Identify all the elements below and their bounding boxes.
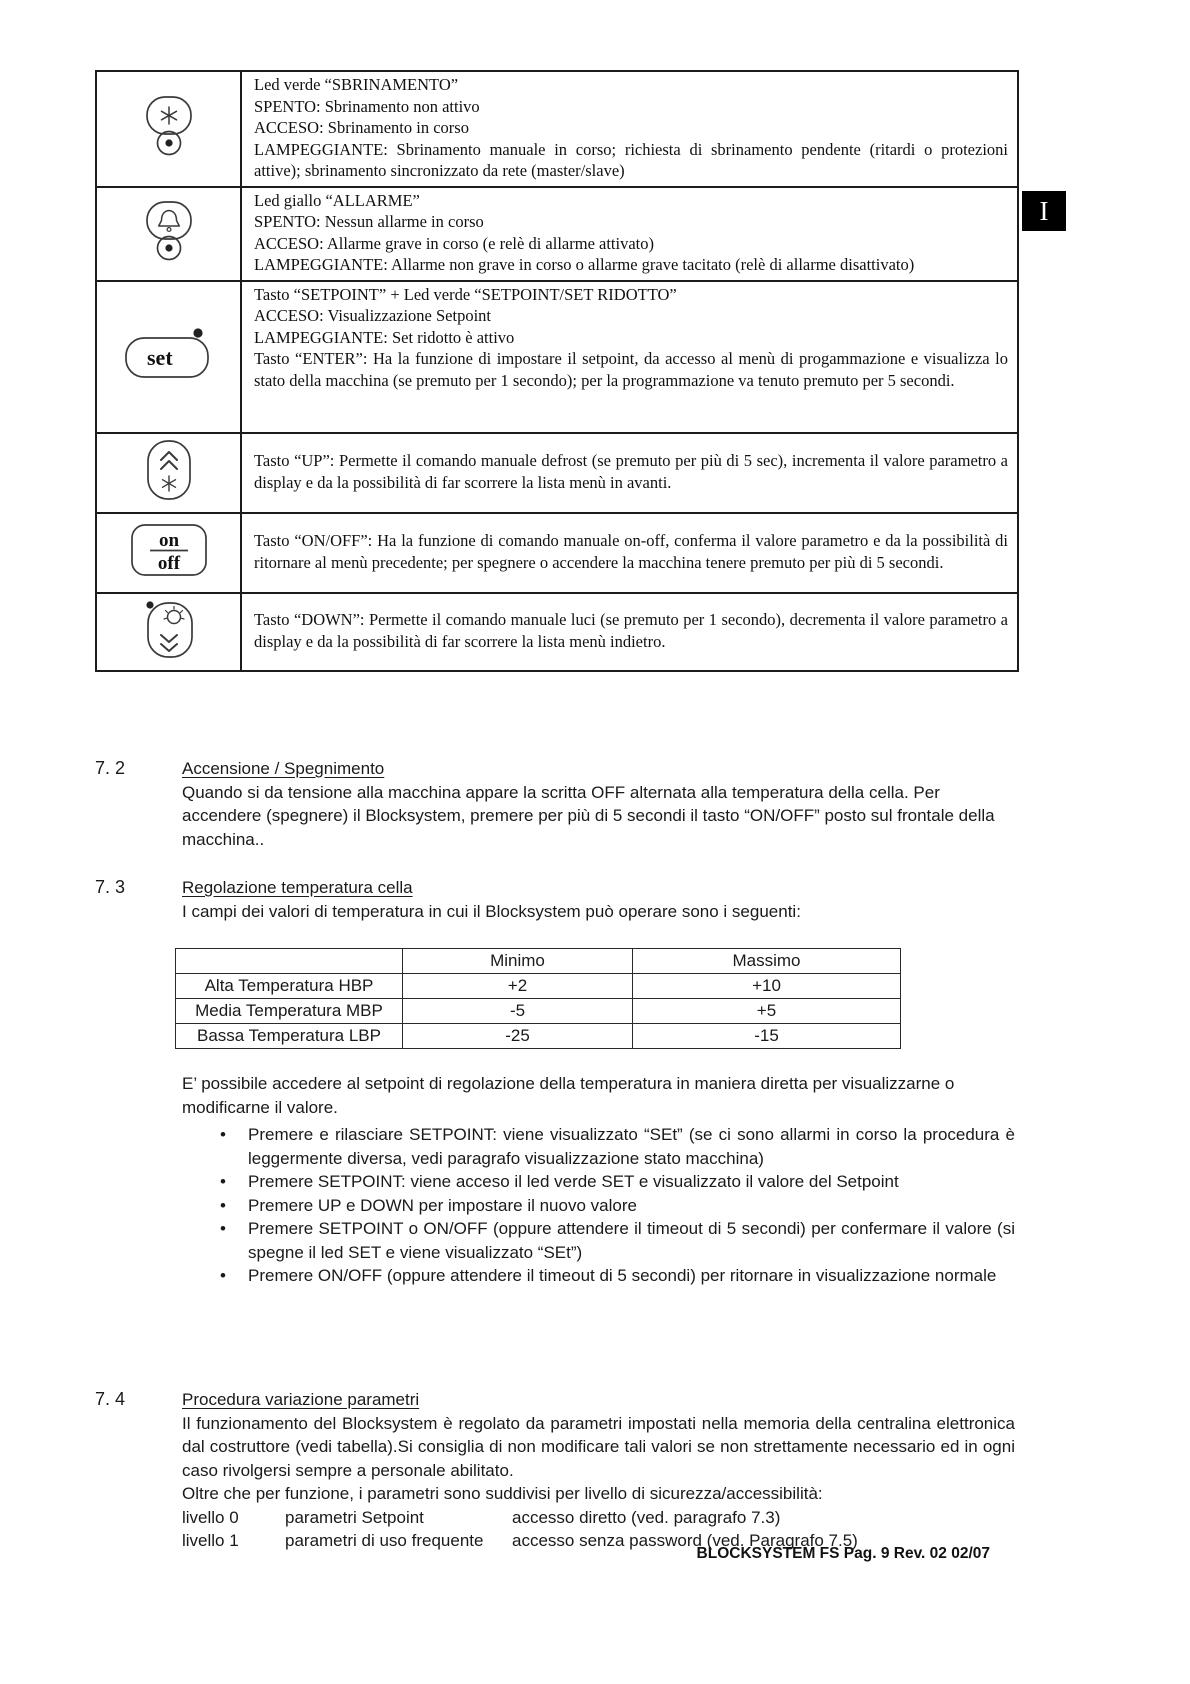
table-row bbox=[96, 71, 1018, 187]
desc-line: Tasto “ON/OFF”: Ha la funzione di comando manuale on-off, conferma il valore parametro e da la possibilità di ritornare al menù precedente; per spegnere o accendere la macchina tenere premuto per più di 5 secondi. bbox=[254, 531, 1008, 572]
table-row bbox=[96, 593, 1018, 671]
list-item-text: Premere e rilasciare SETPOINT: viene visualizzato “SEt” (se ci sono allarmi in corso la procedura è leggermente diversa, vedi paragrafo visualizzazione stato macchina) bbox=[248, 1125, 1015, 1168]
section-7-2 bbox=[95, 757, 1020, 851]
section-7-3 bbox=[95, 876, 1020, 923]
bullet-icon: • bbox=[220, 1266, 226, 1285]
temperature-range-table bbox=[175, 948, 901, 1049]
alarm-button-icon bbox=[140, 199, 198, 263]
table-header-row bbox=[176, 949, 901, 974]
alarm-led-description bbox=[241, 187, 1018, 281]
desc-line: Led verde “SBRINAMENTO” bbox=[254, 75, 459, 94]
setpoint-steps-list bbox=[182, 1123, 1015, 1288]
temp-header-max: Massimo bbox=[633, 949, 901, 974]
section-title: Regolazione temperatura cella bbox=[182, 878, 413, 897]
desc-line: SPENTO: Sbrinamento non attivo bbox=[254, 96, 480, 116]
set-icon-cell bbox=[96, 281, 241, 433]
onoff-icon-cell bbox=[96, 513, 241, 593]
temp-header-min: Minimo bbox=[403, 949, 633, 974]
list-item-text: Premere SETPOINT: viene acceso il led verde SET e visualizzato il valore del Setpoint bbox=[248, 1172, 899, 1191]
setpoint-key-description bbox=[241, 281, 1018, 433]
temp-header-empty bbox=[176, 949, 403, 974]
desc-line: SPENTO: Nessun allarme in corso bbox=[254, 212, 484, 231]
desc-line: ACCESO: Visualizzazione Setpoint bbox=[254, 306, 492, 325]
list-item bbox=[182, 1170, 1015, 1194]
section-intro: I campi dei valori di temperatura in cui il Blocksystem può operare sono i seguenti: bbox=[182, 901, 801, 921]
down-button-icon bbox=[137, 597, 201, 661]
section-number: 7. 2 bbox=[95, 758, 126, 778]
set-button-label: set bbox=[146, 344, 173, 370]
list-item bbox=[182, 1194, 1015, 1218]
up-button-icon bbox=[141, 438, 197, 502]
table-row bbox=[176, 1024, 901, 1049]
bullet-icon: • bbox=[220, 1195, 226, 1215]
list-item bbox=[182, 1123, 1015, 1170]
list-item bbox=[182, 1264, 1015, 1288]
onoff-key-description bbox=[241, 513, 1018, 593]
temp-max-value: +5 bbox=[633, 999, 901, 1024]
temp-min-value: +2 bbox=[403, 974, 633, 999]
desc-line: LAMPEGGIANTE: Allarme non grave in corso o allarme grave tacitato (relè di allarme disattivato) bbox=[254, 255, 915, 274]
temp-row-label: Media Temperatura MBP bbox=[176, 999, 403, 1024]
level-access: accesso diretto (ved. paragrafo 7.3) bbox=[512, 1507, 781, 1527]
section-body: Il funzionamento del Blocksystem è regolato da parametri impostati nella memoria della centralina elettronica dal costruttore (vedi tabella).Si consiglia di non modificare tali valori se non strettamente necessario ed in ogni caso rivolgersi sempre a personale abilitato. bbox=[182, 1413, 1015, 1480]
list-item-text: Premere UP e DOWN per impostare il nuovo valore bbox=[248, 1195, 637, 1215]
table-row bbox=[176, 999, 901, 1024]
section-number: 7. 3 bbox=[95, 877, 126, 897]
desc-line: ACCESO: Allarme grave in corso (e relè di allarme attivato) bbox=[254, 233, 654, 253]
desc-line: ACCESO: Sbrinamento in corso bbox=[254, 118, 469, 137]
onoff-button-icon bbox=[127, 521, 211, 579]
temp-row-label: Bassa Temperatura LBP bbox=[176, 1024, 403, 1049]
table-row bbox=[96, 513, 1018, 593]
setpoint-access-note: E’ possibile accedere al setpoint di regolazione della temperatura in maniera diretta per visualizzarne o modificarne il valore. bbox=[182, 1074, 955, 1117]
desc-line: LAMPEGGIANTE: Set ridotto è attivo bbox=[254, 327, 515, 347]
desc-line: LAMPEGGIANTE: Sbrinamento manuale in corso; richiesta di sbrinamento pendente (ritardi o protezioni attive); sbrinamento sincronizzato da rete (master/slave) bbox=[254, 139, 1008, 180]
desc-line: Tasto “ENTER”: Ha la funzione di impostare il setpoint, da accesso al menù di progammazione e visualizza lo stato della macchina (se premuto per 1 secondo); per la programmazione va tenuto premuto per 5 secondi. bbox=[254, 349, 1008, 390]
desc-line: Tasto “DOWN”: Permette il comando manuale luci (se premuto per 1 secondo), decrementa il valore parametro a display e da la possibilità di far scorrere la lista menù indietro. bbox=[254, 610, 1008, 651]
list-item-text: Premere SETPOINT o ON/OFF (oppure attendere il timeout di 5 secondi) per confermare il valore (si spegne il led SET e viene visualizzato “SEt”) bbox=[248, 1219, 1015, 1262]
defrost-icon-cell bbox=[96, 71, 241, 187]
up-key-description bbox=[241, 433, 1018, 513]
off-label: off bbox=[157, 552, 180, 574]
down-key-description bbox=[241, 593, 1018, 671]
section-title: Accensione / Spegnimento bbox=[182, 759, 385, 778]
level-access: accesso senza password (ved. Paragrafo 7.5) bbox=[512, 1531, 858, 1550]
page-footer: BLOCKSYSTEM FS Pag. 9 Rev. 02 02/07 bbox=[696, 1545, 990, 1562]
set-button-icon bbox=[117, 322, 221, 386]
temp-min-value: -25 bbox=[403, 1024, 633, 1049]
bullet-icon: • bbox=[220, 1172, 226, 1191]
alarm-icon-cell bbox=[96, 187, 241, 281]
table-row bbox=[96, 433, 1018, 513]
desc-line: Led giallo “ALLARME” bbox=[254, 190, 420, 210]
list-item-text: Premere ON/OFF (oppure attendere il timeout di 5 secondi) per ritornare in visualizzazione normale bbox=[248, 1266, 997, 1285]
chapter-index-tab: I bbox=[1022, 191, 1066, 231]
controls-led-table bbox=[95, 70, 1019, 672]
desc-line: Tasto “UP”: Permette il comando manuale defrost (se premuto per più di 5 sec), incrementa il valore parametro a display e da la possibilità di far scorrere la lista menù in avanti. bbox=[254, 451, 1008, 492]
up-icon-cell bbox=[96, 433, 241, 513]
temp-min-value: -5 bbox=[403, 999, 633, 1024]
level-params: parametri di uso frequente bbox=[285, 1531, 484, 1550]
section-title: Procedura variazione parametri bbox=[182, 1390, 420, 1409]
level-name: livello 0 bbox=[182, 1507, 239, 1527]
down-icon-cell bbox=[96, 593, 241, 671]
section-number: 7. 4 bbox=[95, 1389, 126, 1409]
on-label: on bbox=[158, 529, 179, 551]
section-body: Oltre che per funzione, i parametri sono suddivisi per livello di sicurezza/accessibilità: bbox=[182, 1484, 823, 1503]
desc-line: Tasto “SETPOINT” + Led verde “SETPOINT/SET RIDOTTO” bbox=[254, 284, 677, 304]
defrost-button-icon bbox=[140, 94, 198, 158]
bullet-icon: • bbox=[220, 1219, 226, 1238]
level-name: livello 1 bbox=[182, 1531, 239, 1550]
table-row bbox=[176, 974, 901, 999]
table-row bbox=[96, 281, 1018, 433]
section-7-4 bbox=[95, 1388, 1020, 1553]
table-row bbox=[96, 187, 1018, 281]
temp-max-value: -15 bbox=[633, 1024, 901, 1049]
defrost-led-description bbox=[241, 71, 1018, 187]
section-body: Quando si da tensione alla macchina appare la scritta OFF alternata alla temperatura della cella. Per accendere (spegnere) il Blocksystem, premere per più di 5 secondi il tasto “ON/OFF” posto sul frontale della macchina.. bbox=[182, 782, 995, 849]
level-params: parametri Setpoint bbox=[285, 1507, 424, 1527]
list-item bbox=[182, 1217, 1015, 1264]
temp-max-value: +10 bbox=[633, 974, 901, 999]
bullet-icon: • bbox=[220, 1125, 226, 1144]
level-row bbox=[182, 1506, 1015, 1530]
temp-row-label: Alta Temperatura HBP bbox=[176, 974, 403, 999]
